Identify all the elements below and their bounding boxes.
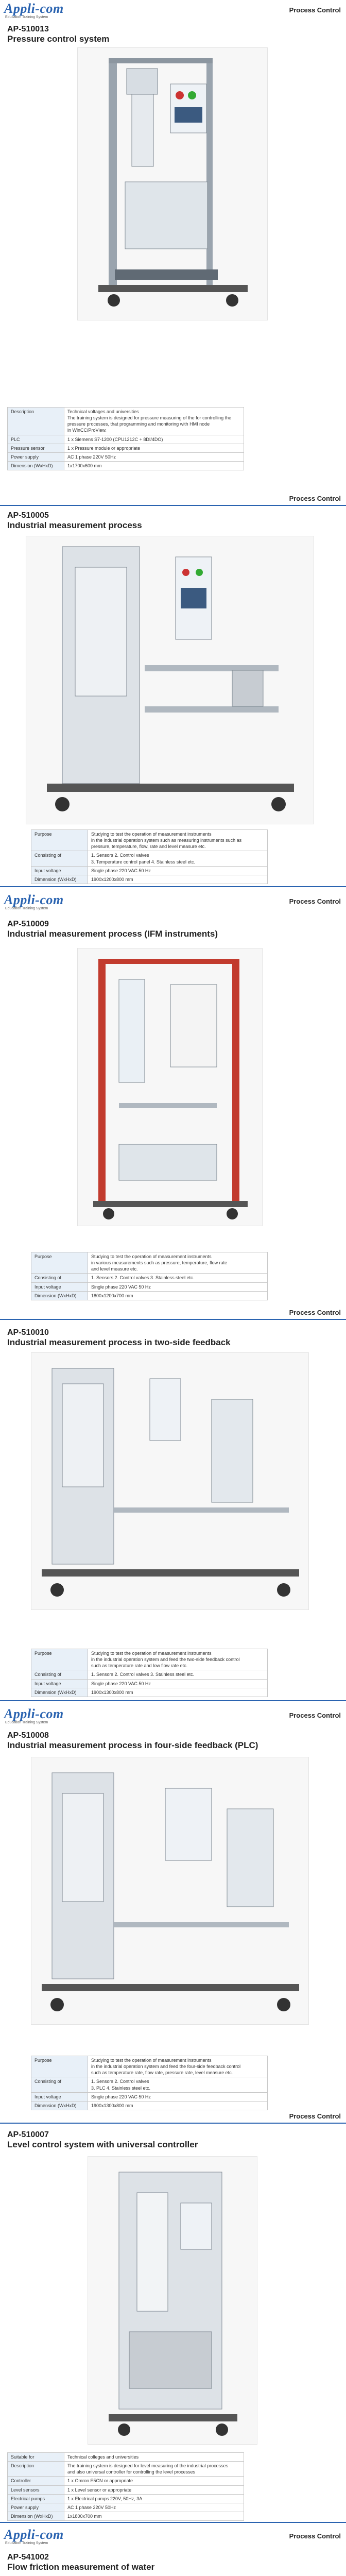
spec-key: Purpose — [31, 830, 88, 851]
spec-key: PLC — [8, 435, 64, 444]
spec-key: Level sensors — [8, 2485, 64, 2494]
spec-value-line: Studying to test the operation of measurement instruments — [91, 1651, 212, 1656]
section-divider — [0, 1319, 346, 1320]
spec-key: Dimension (WxHxD) — [31, 1688, 88, 1697]
product-code: AP-510009 — [7, 920, 49, 928]
catalog-header — [0, 1705, 346, 1726]
spec-value-line: pressure processes, that programming and monitoring with HMI node — [67, 421, 210, 427]
brand-logo: Appli-com — [4, 2527, 64, 2542]
spec-row — [31, 2101, 268, 2110]
spec-value — [88, 866, 268, 875]
spec-row — [8, 461, 244, 470]
spec-value — [88, 1291, 268, 1300]
spec-row — [8, 408, 244, 435]
spec-value-line: Single phase 220 VAC 50 Hz — [91, 2094, 151, 2099]
product-code: AP-510013 — [7, 25, 49, 33]
spec-value-line: pressure, temperature, flow, rate and level measure etc. — [91, 844, 206, 850]
spec-value — [88, 830, 268, 851]
spec-value-line: such as temperature rate and low flow rate etc. — [91, 1663, 188, 1669]
spec-key: Suitable for — [8, 2453, 64, 2462]
spec-row — [8, 435, 244, 444]
spec-value-line: such as temperature rate, flow rate, pressure rate, level measure etc. — [91, 2070, 233, 2076]
brand-tagline: Education Training System — [5, 2541, 48, 2545]
spec-value-line: 1 x Omron E5CN or appropriate — [67, 2478, 133, 2484]
product-code: AP-541002 — [7, 2553, 49, 2562]
spec-row — [31, 2056, 268, 2077]
spec-value — [88, 1274, 268, 1282]
spec-value-line: Technical voltages and universities — [67, 409, 139, 414]
spec-key: Description — [8, 2462, 64, 2477]
spec-value — [64, 2477, 244, 2485]
spec-value-line: Technical colleges and universities — [67, 2454, 139, 2460]
spec-value-line: in the industrial operation system and feed the four-side feedback control — [91, 2064, 241, 2070]
spec-key: Power supply — [8, 2503, 64, 2512]
spec-table — [7, 407, 244, 470]
brand-tagline: Education Training System — [5, 907, 48, 910]
spec-value-line: 1900x1300x800 mm — [91, 1689, 133, 1695]
spec-table — [7, 2452, 244, 2521]
brand-logo: Appli-com — [4, 1706, 64, 1721]
spec-value — [88, 1282, 268, 1291]
spec-value — [88, 2056, 268, 2077]
spec-key: Input voltage — [31, 866, 88, 875]
spec-key: Purpose — [31, 1649, 88, 1670]
spec-key: Dimension (WxHxD) — [31, 875, 88, 884]
product-name: Industrial measurement process (IFM instruments) — [7, 929, 218, 939]
spec-value — [88, 875, 268, 884]
spec-value-line: Studying to test the operation of measurement instruments — [91, 2058, 212, 2063]
spec-key: Consisting of — [31, 2077, 88, 2092]
spec-key: Input voltage — [31, 2092, 88, 2101]
spec-table — [31, 1252, 268, 1300]
spec-value-line: 1 x Pressure module or appropriate — [67, 445, 141, 451]
spec-value-line: 1 x Siemens S7-1200 (CPU1212C + 8DI/4DO) — [67, 436, 163, 442]
spec-value-line: AC 1 phase 220V 50Hz — [67, 2504, 116, 2510]
spec-table — [31, 1649, 268, 1697]
spec-value — [64, 444, 244, 452]
section-divider — [0, 505, 346, 506]
spec-value-line: Single phase 220 VAC 50 Hz — [91, 1284, 151, 1290]
spec-row — [31, 2092, 268, 2101]
spec-value — [88, 1649, 268, 1670]
spec-row — [8, 2503, 244, 2512]
spec-value-line: 1x1800x700 mm — [67, 2513, 102, 2519]
product-code: AP-510007 — [7, 2130, 49, 2139]
product-name: Industrial measurement process — [7, 520, 142, 530]
spec-value-line: Studying to test the operation of measurement instruments — [91, 1254, 212, 1259]
spec-value-line: in various measurements such as pressure, temperature, flow rate — [91, 1260, 228, 1266]
spec-value-line: 1. Sensors 2. Control valves 3. Stainless steel etc. — [91, 1275, 195, 1281]
spec-key: Dimension (WxHxD) — [8, 461, 64, 470]
spec-key: Description — [8, 408, 64, 435]
brand-tagline: Education Training System — [5, 1721, 48, 1724]
spec-row — [8, 2485, 244, 2494]
spec-value-line: 1 x Electrical pumps 220V, 50Hz, 3A — [67, 2496, 143, 2501]
section-category: Process Control — [289, 897, 341, 905]
spec-value-line: in WinCC/ProView. — [67, 428, 107, 433]
spec-key: Consisting of — [31, 1274, 88, 1282]
spec-value-line: 3. PLC 4. Stainless steel etc. — [91, 2085, 151, 2091]
product-code: AP-510010 — [7, 1328, 49, 1337]
spec-key: Input voltage — [31, 1679, 88, 1688]
brand-tagline: Education Training System — [5, 15, 48, 19]
spec-value — [64, 435, 244, 444]
spec-row — [31, 1679, 268, 1688]
spec-value-line: in the industrial operation system and feed the two-side feedback control — [91, 1657, 240, 1663]
spec-value — [64, 2453, 244, 2462]
spec-value-line: Studying to test the operation of measurement instruments — [91, 832, 212, 837]
section-divider — [0, 2123, 346, 2124]
spec-key: Consisting of — [31, 1670, 88, 1679]
spec-value-line: The training system is designed for level measuring of the industrial processes — [67, 2463, 229, 2469]
spec-value-line: and also universal controller for controlling the level processes — [67, 2469, 196, 2475]
product-name: Pressure control system — [7, 34, 110, 44]
spec-value — [64, 2512, 244, 2520]
spec-value — [64, 452, 244, 461]
spec-value-line: 1900x1300x800 mm — [91, 2103, 133, 2108]
spec-row — [31, 1274, 268, 1282]
product-image — [77, 47, 268, 320]
product-name: Industrial measurement process in two-side feedback — [7, 1337, 231, 1347]
spec-value — [88, 851, 268, 866]
spec-value — [64, 408, 244, 435]
spec-key: Input voltage — [31, 1282, 88, 1291]
spec-key: Dimension (WxHxD) — [31, 2101, 88, 2110]
product-name: Level control system with universal controller — [7, 2140, 198, 2149]
spec-row — [31, 1282, 268, 1291]
spec-value-line: 1. Sensors 2. Control valves 3. Stainless steel etc. — [91, 1672, 195, 1677]
product-image — [31, 1757, 309, 2025]
spec-key: Dimension (WxHxD) — [8, 2512, 64, 2520]
product-name: Industrial measurement process in four-side feedback (PLC) — [7, 1740, 258, 1750]
section-divider — [0, 1700, 346, 1701]
brand-logo: Appli-com — [4, 1, 64, 16]
spec-key: Purpose — [31, 1252, 88, 1274]
spec-value-line: AC 1 phase 220V 50Hz — [67, 454, 116, 460]
spec-row — [31, 851, 268, 866]
spec-row — [31, 1649, 268, 1670]
spec-row — [8, 2462, 244, 2477]
brand-logo: Appli-com — [4, 892, 64, 907]
spec-value-line: and level measure etc. — [91, 1266, 138, 1272]
product-image — [31, 1352, 309, 1610]
spec-row — [31, 2077, 268, 2092]
spec-row — [8, 2477, 244, 2485]
spec-row — [31, 1670, 268, 1679]
spec-row — [31, 830, 268, 851]
section-category-footer: Process Control — [289, 495, 341, 502]
product-image — [77, 948, 263, 1226]
spec-value — [64, 2462, 244, 2477]
spec-row — [8, 2453, 244, 2462]
spec-value — [88, 1679, 268, 1688]
spec-value — [64, 461, 244, 470]
product-code: AP-510005 — [7, 511, 49, 520]
spec-key: Purpose — [31, 2056, 88, 2077]
spec-value-line: 1900x1200x800 mm — [91, 876, 133, 882]
spec-value-line: Single phase 220 VAC 50 Hz — [91, 868, 151, 873]
spec-table — [31, 829, 268, 884]
product-code: AP-510008 — [7, 1731, 49, 1740]
spec-value-line: 1x1700x600 mm — [67, 463, 102, 468]
spec-value — [64, 2485, 244, 2494]
spec-row — [31, 1688, 268, 1697]
section-divider — [0, 886, 346, 887]
spec-key: Power supply — [8, 452, 64, 461]
catalog-header — [0, 0, 346, 21]
section-divider — [0, 2522, 346, 2523]
spec-key: Controller — [8, 2477, 64, 2485]
spec-row — [8, 452, 244, 461]
spec-value-line: 1800x1200x700 mm — [91, 1293, 133, 1298]
spec-table — [31, 2056, 268, 2110]
catalog-header — [0, 891, 346, 912]
spec-row — [31, 1252, 268, 1274]
spec-value — [88, 2092, 268, 2101]
spec-value — [88, 1252, 268, 1274]
spec-key: Dimension (WxHxD) — [31, 1291, 88, 1300]
spec-key: Pressure sensor — [8, 444, 64, 452]
spec-key: Consisting of — [31, 851, 88, 866]
spec-value — [88, 1670, 268, 1679]
spec-value-line: 1. Sensors 2. Control valves — [91, 853, 149, 858]
product-image — [26, 536, 314, 824]
spec-row — [8, 444, 244, 452]
catalog-header — [0, 2526, 346, 2547]
spec-value-line: 3. Temperature control panel 4. Stainless steel etc. — [91, 859, 195, 865]
spec-row — [8, 2494, 244, 2503]
spec-key: Electrical pumps — [8, 2494, 64, 2503]
spec-value — [88, 1688, 268, 1697]
section-category: Process Control — [289, 1711, 341, 1719]
spec-value-line: in the industrial operation system such as measuring instruments such as — [91, 838, 242, 843]
spec-value — [64, 2503, 244, 2512]
spec-row — [31, 1291, 268, 1300]
spec-value — [88, 2101, 268, 2110]
product-image — [88, 2156, 257, 2445]
section-category-footer: Process Control — [289, 2112, 341, 2120]
section-category: Process Control — [289, 2532, 341, 2540]
product-name: Flow friction measurement of water — [7, 2562, 155, 2572]
spec-value — [64, 2494, 244, 2503]
spec-value-line: Single phase 220 VAC 50 Hz — [91, 1681, 151, 1686]
spec-value-line: The training system is designed for pressure measuring of the for controlling the — [67, 415, 232, 421]
spec-row — [8, 2512, 244, 2520]
spec-value-line: 1. Sensors 2. Control valves — [91, 2079, 149, 2084]
spec-row — [31, 866, 268, 875]
spec-value — [88, 2077, 268, 2092]
section-category-footer: Process Control — [289, 1309, 341, 1316]
spec-value-line: 1 x Level sensor or appropriate — [67, 2487, 132, 2493]
spec-row — [31, 875, 268, 884]
section-category: Process Control — [289, 6, 341, 14]
